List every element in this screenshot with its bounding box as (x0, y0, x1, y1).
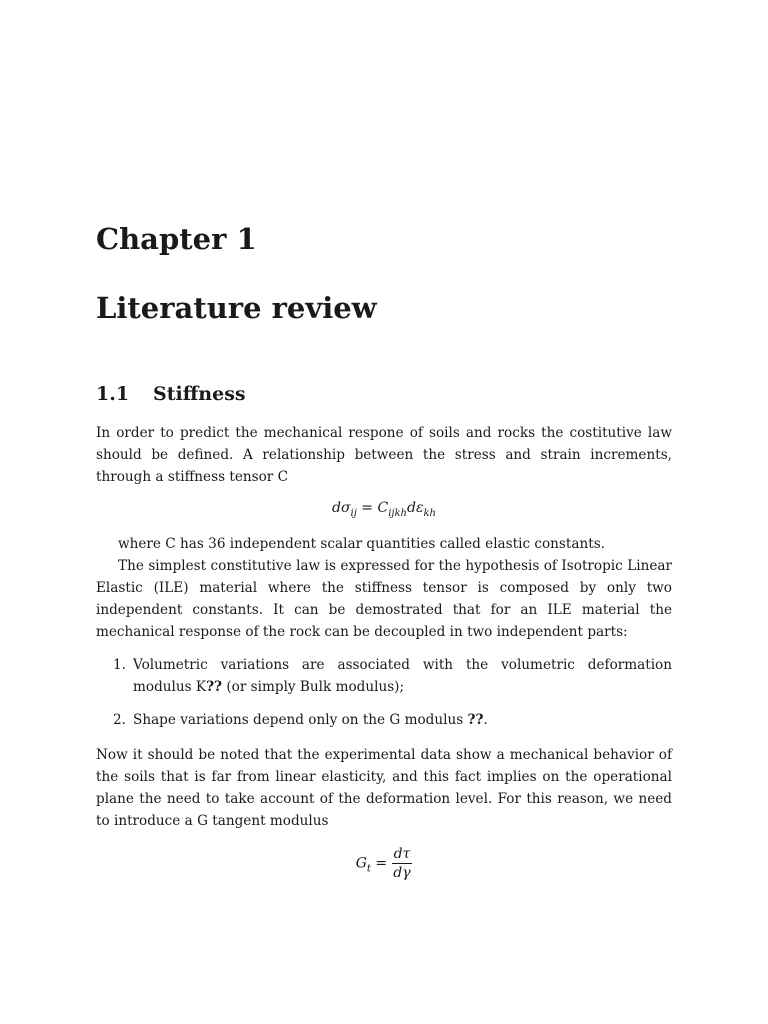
decoupling-list (96, 654, 672, 731)
paragraph-elastic-constants: where C has 36 independent scalar quantities called elastic constants. (118, 536, 605, 552)
citation-ref: ?? (467, 712, 484, 728)
paragraph-tangent-modulus: Now it should be noted that the experimental data show a mechanical behavior of the soils that is far from linear elasticity, and this fact implies on the operational plane the need to take account of the deformation level. For this reason, we need to introduce a G tangent modulus (96, 747, 672, 829)
chapter-label: Chapter 1 (96, 222, 257, 256)
section-number: 1.1 (96, 383, 130, 405)
paragraph-intro: In order to predict the mechanical respone of soils and rocks the costitutive law should be defined. A relationship between the stress and strain increments, through a stiffness tensor C (96, 425, 672, 485)
eq2-fraction (392, 845, 413, 882)
eq2-G: G (355, 855, 367, 872)
eq2-sub-t: t (366, 863, 371, 875)
eq2-equals: = (370, 855, 392, 872)
equation-tangent-modulus (96, 845, 672, 882)
list-item-text: Volumetric variations are associated with the volumetric deformation modulus K (133, 657, 672, 695)
equation-stiffness (96, 500, 672, 519)
list-item-tail: (or simply Bulk modulus); (222, 679, 405, 695)
eq2-numerator: dτ (393, 846, 411, 862)
list-item (96, 654, 672, 698)
list-marker: 1. (113, 657, 126, 673)
eq1-sub-ijkh: ijkh (388, 507, 408, 519)
eq1-equals: = (356, 500, 378, 516)
eq1-C: C (377, 500, 389, 516)
list-item (96, 709, 672, 731)
eq1-sub-kh: kh (423, 507, 436, 519)
paragraph-ile: The simplest constitutive law is expressed for the hypothesis of Isotropic Linear Elastic (ILE) material where the stiffness tensor is composed by only two independent constants. It can be demostrated that for an ILE material the mechanical response of the rock can be decoupled in two independent parts: (96, 558, 672, 640)
citation-ref: ?? (206, 679, 223, 695)
section-title: Stiffness (153, 383, 246, 405)
eq1-sub-ij: ij (350, 507, 357, 519)
eq2-denominator: dγ (393, 865, 411, 881)
eq1-dsigma: dσ (332, 500, 351, 516)
chapter-title: Literature review (96, 291, 377, 325)
list-marker: 2. (113, 712, 126, 728)
list-item-tail: . (483, 712, 488, 728)
section-heading (96, 383, 246, 405)
list-item-text: Shape variations depend only on the G modulus (133, 712, 468, 728)
eq1-deps: dε (407, 500, 424, 516)
